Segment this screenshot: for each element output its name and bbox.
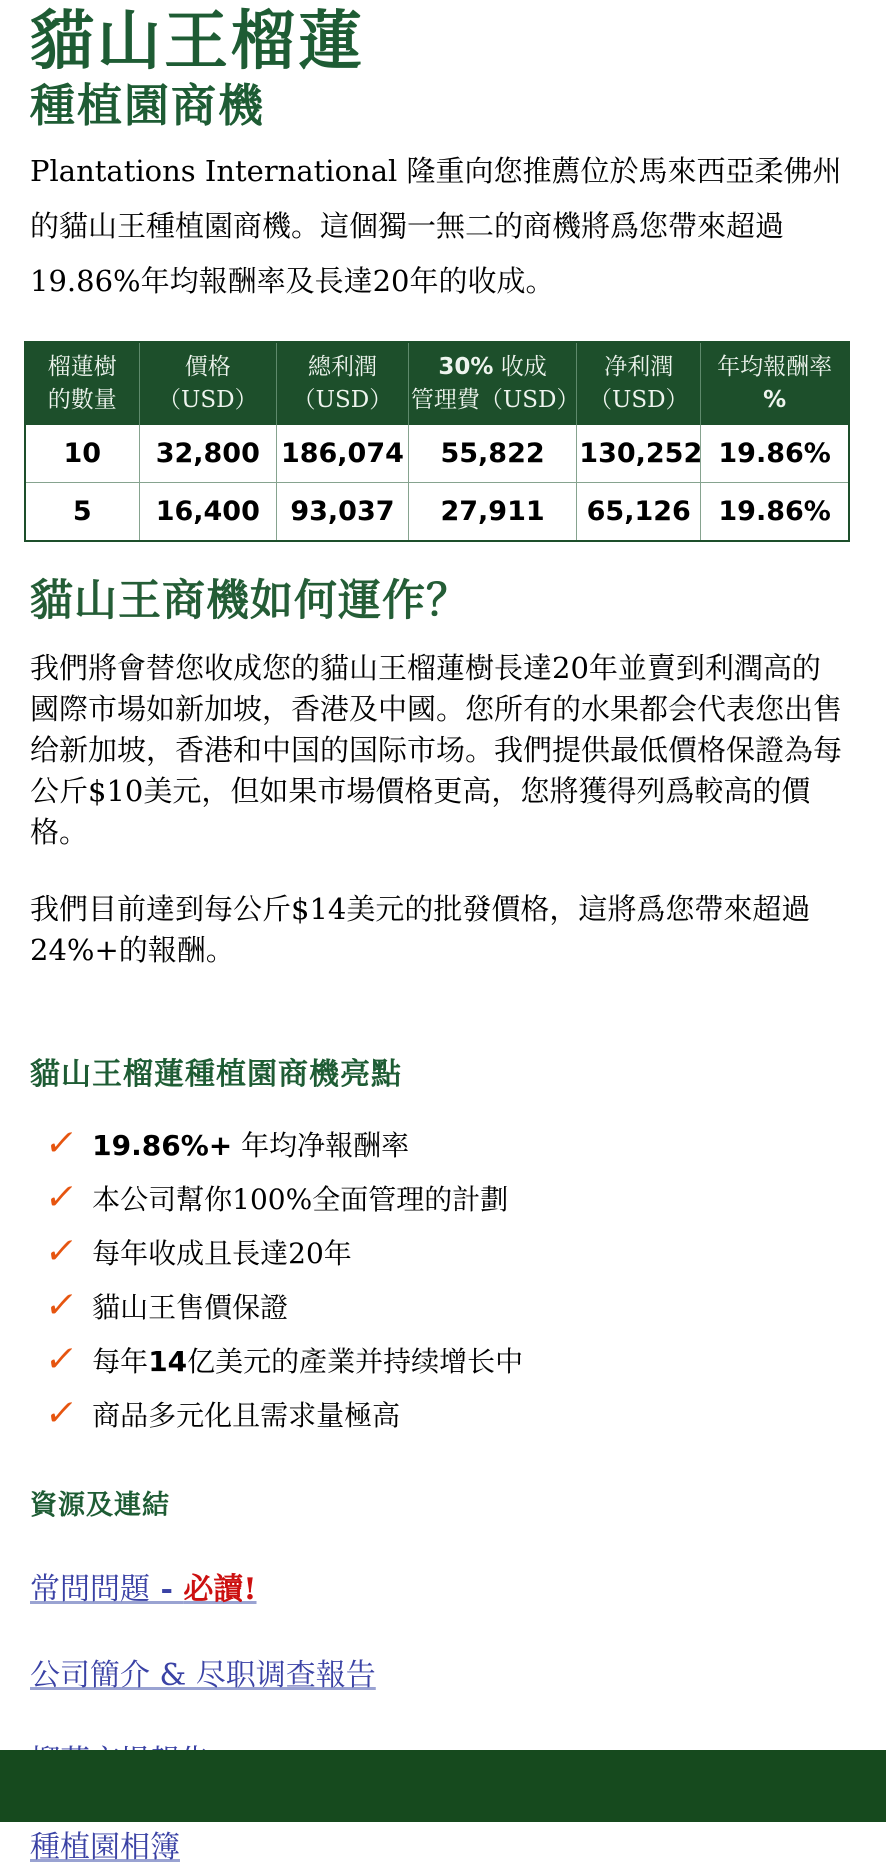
plantation-album-link[interactable]: 種植園相簿	[30, 1830, 180, 1865]
col-header-line1: 價格	[184, 354, 231, 380]
col-header-net-profit	[577, 342, 701, 425]
checkmark-icon: ✓	[42, 1177, 80, 1218]
cell-total-profit: 186,074	[277, 425, 409, 483]
header-row	[25, 342, 849, 425]
highlight-bold: 19.86%+	[92, 1129, 233, 1162]
how-it-works-paragraph-1: 我們將會替您收成您的貓山王榴蓮樹長達20年並賣到利潤高的國際市場如新加坡，香港及中國。您所有的水果都会代表您出售给新加坡，香港和中国的国际市场。我們提供最低價格保證為每公斤$10美元，但如果市場價格更高，您將獲得列爲較高的價格。	[30, 651, 843, 849]
list-item	[42, 1387, 846, 1441]
durian-plantation-page	[0, 4, 886, 1865]
highlight-post: 商品多元化且需求量極高	[92, 1399, 401, 1432]
col-header-line2: 的數量	[47, 387, 117, 413]
table-row	[25, 483, 849, 542]
pricing-table-body	[25, 425, 849, 541]
col-header-line2: （USD）	[292, 387, 393, 413]
page-content	[0, 4, 886, 1866]
cell-total-profit: 93,037	[277, 483, 409, 542]
highlight-text	[92, 1286, 288, 1326]
list-item	[42, 1117, 846, 1171]
page-title: 貓山王榴蓮	[30, 4, 365, 79]
pricing-table-head	[25, 342, 849, 425]
footer-bar	[0, 1750, 886, 1822]
col-header-line2: 管理費（USD）	[410, 387, 580, 413]
highlight-text	[92, 1340, 523, 1380]
highlights-heading: 貓山王榴蓮種植園商機亮點	[30, 1057, 402, 1092]
col-header-line1: 年均報酬率	[717, 354, 833, 380]
highlight-text	[92, 1124, 409, 1164]
checkmark-icon: ✓	[42, 1339, 80, 1380]
highlights-list	[30, 1117, 846, 1441]
highlight-post: 亿美元的產業并持续增长中	[187, 1345, 524, 1378]
col-header-tree-count	[25, 342, 139, 425]
cell-management-fee: 55,822	[408, 425, 576, 483]
company-profile-link[interactable]: 公司簡介 & 尽职调查報告	[30, 1658, 376, 1693]
highlight-text	[92, 1394, 400, 1434]
col-header-bold-part: 30%	[438, 354, 494, 380]
highlight-post: 貓山王售價保證	[92, 1291, 289, 1324]
list-item	[42, 1279, 846, 1333]
cell-price: 16,400	[139, 483, 276, 542]
cell-net-profit: 65,126	[577, 483, 701, 542]
col-header-annual-return	[701, 342, 849, 425]
link-separator: -	[150, 1572, 184, 1607]
faq-link[interactable]	[30, 1572, 257, 1607]
cell-price: 32,800	[139, 425, 276, 483]
col-header-line1: 收成	[493, 354, 547, 380]
col-header-line1: 總利潤	[307, 354, 377, 380]
must-read-label: 必讀!	[183, 1572, 257, 1607]
checkmark-icon: ✓	[42, 1123, 80, 1164]
resources-heading: 資源及連結	[30, 1490, 170, 1521]
cell-annual-return: 19.86%	[701, 425, 849, 483]
faq-link-label: 常問問題	[30, 1572, 150, 1607]
col-header-line1: 净利潤	[604, 354, 674, 380]
cell-management-fee: 27,911	[408, 483, 576, 542]
link-row	[30, 1650, 846, 1694]
highlight-post: 每年收成且長達20年	[92, 1237, 352, 1270]
checkmark-icon: ✓	[42, 1231, 80, 1272]
col-header-total-profit	[277, 342, 409, 425]
highlight-post: 年均净報酬率	[232, 1129, 410, 1162]
cell-net-profit: 130,252	[577, 425, 701, 483]
how-it-works-paragraph-2: 我們目前達到每公斤$14美元的批發價格，這將爲您帶來超過24%+的報酬。	[30, 892, 811, 967]
highlight-bold: 14	[148, 1345, 188, 1378]
table-row	[25, 425, 849, 483]
col-header-line2: %	[763, 387, 787, 413]
link-row	[30, 1564, 846, 1608]
pricing-table	[24, 341, 850, 542]
highlight-pre: 每年	[92, 1345, 149, 1378]
cell-tree-count: 10	[25, 425, 139, 483]
checkmark-icon: ✓	[42, 1393, 80, 1434]
highlight-text	[92, 1178, 508, 1218]
how-it-works-heading: 貓山王商機如何運作？	[30, 576, 470, 626]
col-header-price	[139, 342, 276, 425]
col-header-management-fee	[408, 342, 580, 425]
checkmark-icon: ✓	[42, 1285, 80, 1326]
intro-paragraph: Plantations International 隆重向您推薦位於馬來西亞柔佛州的貓山王種植園商機。這個獨一無二的商機將爲您帶來超過19.86%年均報酬率及長達20年的收成。	[30, 154, 842, 298]
link-row	[30, 1822, 846, 1866]
list-item	[42, 1333, 846, 1387]
list-item	[42, 1225, 846, 1279]
col-header-line1: 榴蓮樹	[47, 354, 117, 380]
highlight-text	[92, 1232, 352, 1272]
page-subtitle: 種植園商機	[30, 79, 266, 132]
highlight-post: 本公司幫你100%全面管理的計劃	[92, 1183, 509, 1216]
list-item	[42, 1171, 846, 1225]
cell-annual-return: 19.86%	[701, 483, 849, 542]
col-header-line2: （USD）	[588, 387, 689, 413]
col-header-line2: （USD）	[157, 387, 258, 413]
cell-tree-count: 5	[25, 483, 139, 542]
